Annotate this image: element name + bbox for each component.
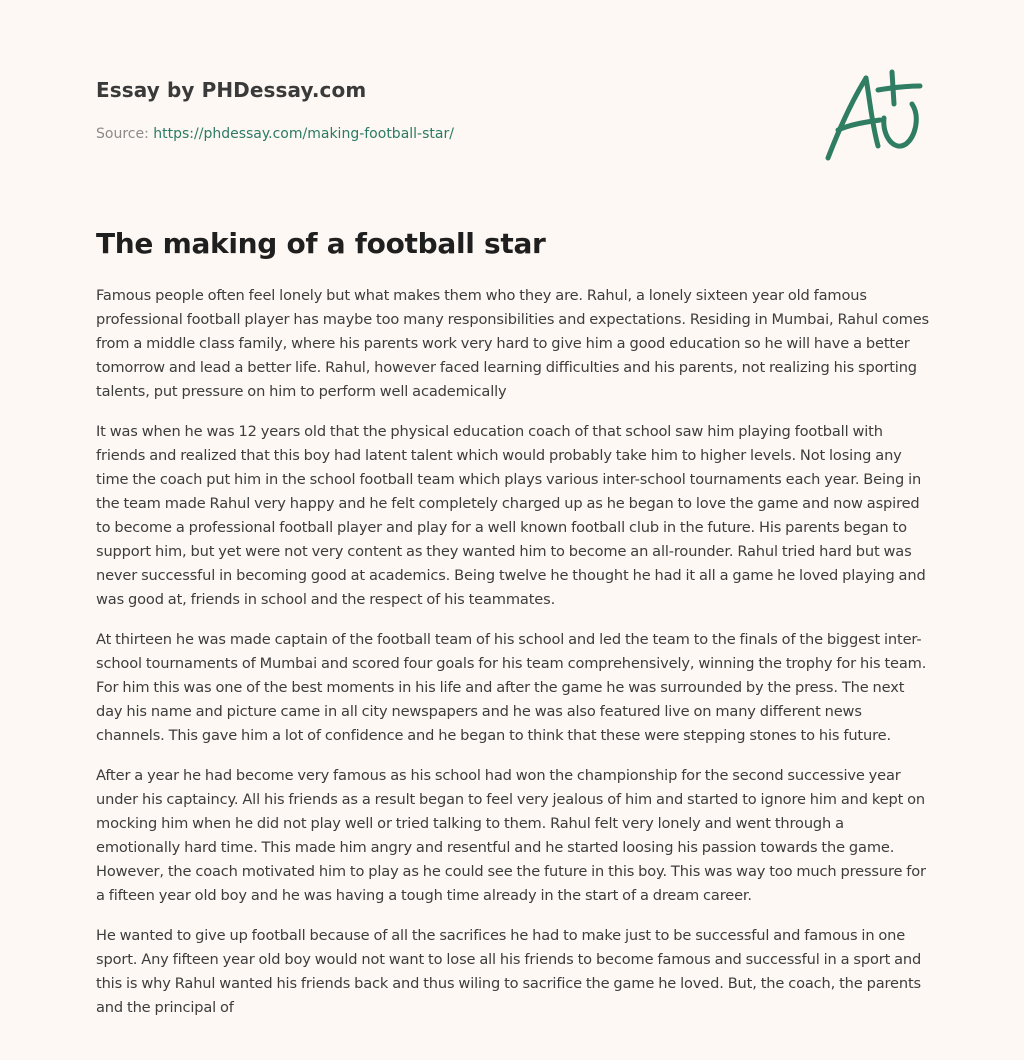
essay-paragraph: It was when he was 12 years old that the physical education coach of that school saw him playing football with friends and realized that this boy had latent talent which would probably take him to higher levels. Not losing any time the coach put him in the school football team which plays various inter-school tournaments each year. Being in the team made Rahul very happy and he felt completely charged up as he began to love the game and now aspired to become a professional football player and play for a well known football club in the future. His parents began to support him, but yet were not very content as they wanted him to become an all-rounder. Rahul tried hard but was never successful in becoming good at academics. Being twelve he thought he had it all a game he loved playing and was good at, friends in school and the respect of his teammates. [96,423,926,608]
essay-paragraph: At thirteen he was made captain of the football team of his school and led the team to the finals of the biggest inter-school tournaments of Mumbai and scored four goals for his team comprehensively, winning the trophy for his team. For him this was one of the best moments in his life and after the game he was surrounded by the press. The next day his name and picture came in all city newspapers and he was also featured live on many different news channels. This gave him a lot of confidence and he began to think that these were stepping stones to his future. [96,631,927,744]
essay-paragraph: He wanted to give up football because of all the sacrifices he had to make just to be successful and famous in one sport. Any fifteen year old boy would not want to lose all his friends to become famous and successful in a sport and this is why Rahul wanted his friends back and thus wiling to sacrifice the game he loved. But, the coach, the parents and the principal of [96,927,922,1016]
essay-paragraph: Famous people often feel lonely but what makes them who they are. Rahul, a lonely sixteen year old famous professional football player has maybe too many responsibilities and expectations. Residing in Mumbai, Rahul comes from a middle class family, where his parents work very hard to give him a good education so he will have a better tomorrow and lead a better life. Rahul, however faced learning difficulties and his parents, not realizing his sporting talents, put pressure on him to perform well academically [96,287,930,400]
header [96,76,796,144]
a-plus-grade-icon [820,64,930,164]
source-label: Source: [96,126,154,142]
source-link[interactable]: https://phdessay.com/making-football-star/ [153,126,454,142]
essay-title: The making of a football star [96,227,546,260]
essay-paragraph: After a year he had become very famous as his school had won the championship for the second successive year under his captaincy. All his friends as a result began to feel very jealous of him and started to ignore him and kept on mocking him when he did not play well or tried talking to them. Rahul felt very lonely and went through a emotionally hard time. This made him angry and resentful and he started loosing his passion towards the game. However, the coach motivated him to play as he could see the future in this boy. This was way too much pressure for a fifteen year old boy and he was having a tough time already in the start of a dream career. [96,767,926,904]
source-line [96,124,796,144]
site-brand: Essay by PHDessay.com [96,78,367,102]
essay-body [96,284,931,1036]
